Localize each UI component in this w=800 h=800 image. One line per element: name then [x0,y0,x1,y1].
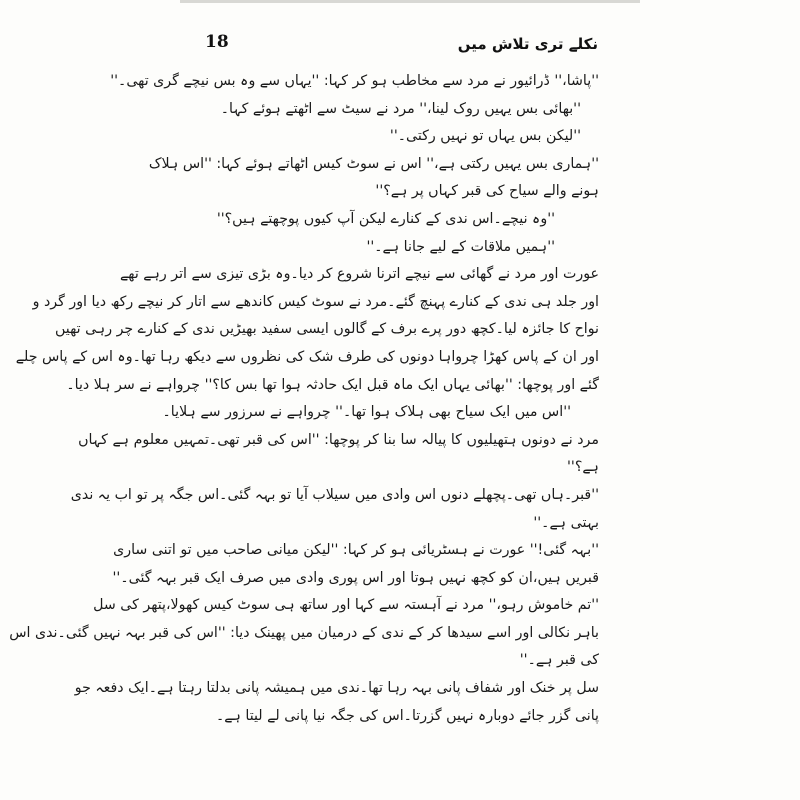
text-line: ''ہمیں ملاقات کے لیے جانا ہے۔'' [366,238,555,255]
text-line: ''ہماری بس یہیں رکتی ہے،'' اس نے سوٹ کیس اٹھاتے ہوئے کہا: ''اس ہلاک [148,155,599,172]
text-line: قبریں ہیں،ان کو کچھ نہیں ہوتا اور اس پوری وادی میں صرف ایک قبر بہہ گئی۔'' [112,569,599,586]
text-line: ''پاشا،'' ڈرائیور نے مرد سے مخاطب ہو کر کہا: ''یہاں سے وہ بس نیچے گری تھی۔'' [110,73,599,89]
text-line: ''بہہ گئی!'' عورت نے ہسٹریائی ہو کر کہا: ''لیکن میانی صاحب میں تو اتنی ساری [113,542,599,559]
text-line: کی قبر ہے۔'' [519,652,599,669]
text-line: ''اس میں ایک سیاح بھی ہلاک ہوا تھا۔'' چرواہے نے سرزور سے ہلایا۔ [162,404,571,421]
text-line: اور جلد ہی ندی کے کنارے پہنچ گئے۔مرد نے سوٹ کیس کاندھے سے اتار کر نیچے رکھ دیا اور گرد و [32,293,599,310]
running-title: نکلے تری تلاش میں [457,35,598,53]
text-line: ''وہ نیچے۔اس ندی کے کنارے لیکن آپ کیوں پوچھتے ہیں؟'' [216,210,555,227]
text-line: سل پر خنک اور شفاف پانی بہہ رہا تھا۔ندی میں ہمیشہ پانی بدلتا رہتا ہے۔ایک دفعہ جو [74,680,599,697]
text-line: بہتی ہے۔'' [533,514,599,531]
text-line: ''لیکن بس یہاں تو نہیں رکتی۔'' [389,128,581,145]
text-line: اور ان کے پاس کھڑا چرواہا دونوں کی طرف شک کی نظروں سے دیکھ رہا تھا۔وہ اس کے پاس چلے [15,348,599,365]
text-line: ''تم خاموش رہو،'' مرد نے آہستہ سے کہا اور ساتھ ہی سوٹ کیس کھولا،پتھر کی سل [93,597,599,614]
text-line: ''بھائی بس یہیں روک لینا،'' مرد نے سیٹ سے اٹھتے ہوئے کہا۔ [220,100,581,117]
text-line: گئے اور پوچھا: ''بھائی یہاں ایک ماہ قبل ایک حادثہ ہوا تھا بس کا؟'' چرواہے نے سر ہلا دیا۔ [66,376,599,393]
page-top-rule [180,0,640,3]
story-text [9,68,599,768]
text-line: ہے؟'' [567,459,599,476]
text-line: باہر نکالی اور اسے سیدھا کر کے ندی کے درمیان میں پھینک دیا: ''اس کی قبر بہہ نہیں گئی۔ندی اس [9,624,599,641]
text-line: پانی گزر جائے دوبارہ نہیں گزرتا۔اس کی جگہ نیا پانی لے لیتا ہے۔ [215,707,599,724]
text-line: نواح کا جائزہ لیا۔کچھ دور پرے برف کے گالوں ایسی سفید بھیڑیں ندی کے کنارے چر رہی تھیں [55,321,599,338]
text-line: ہونے والے سیاح کی قبر کہاں پر ہے؟'' [375,183,599,200]
text-line: عورت اور مرد نے گھائی سے نیچے اترنا شروع کر دیا۔وہ بڑی تیزی سے اتر رہے تھے [119,266,599,283]
text-line: ''قبر۔ہاں تھی۔پچھلے دنوں اس وادی میں سیلاب آیا تو بہہ گئی۔اس جگہ پر تو اب یہ ندی [70,486,599,503]
text-line: مرد نے دونوں ہتھیلیوں کا پیالہ سا بنا کر پوچھا: ''اس کی قبر تھی۔تمہیں معلوم ہے کہاں [78,431,599,448]
page-number: 18 [205,32,229,52]
